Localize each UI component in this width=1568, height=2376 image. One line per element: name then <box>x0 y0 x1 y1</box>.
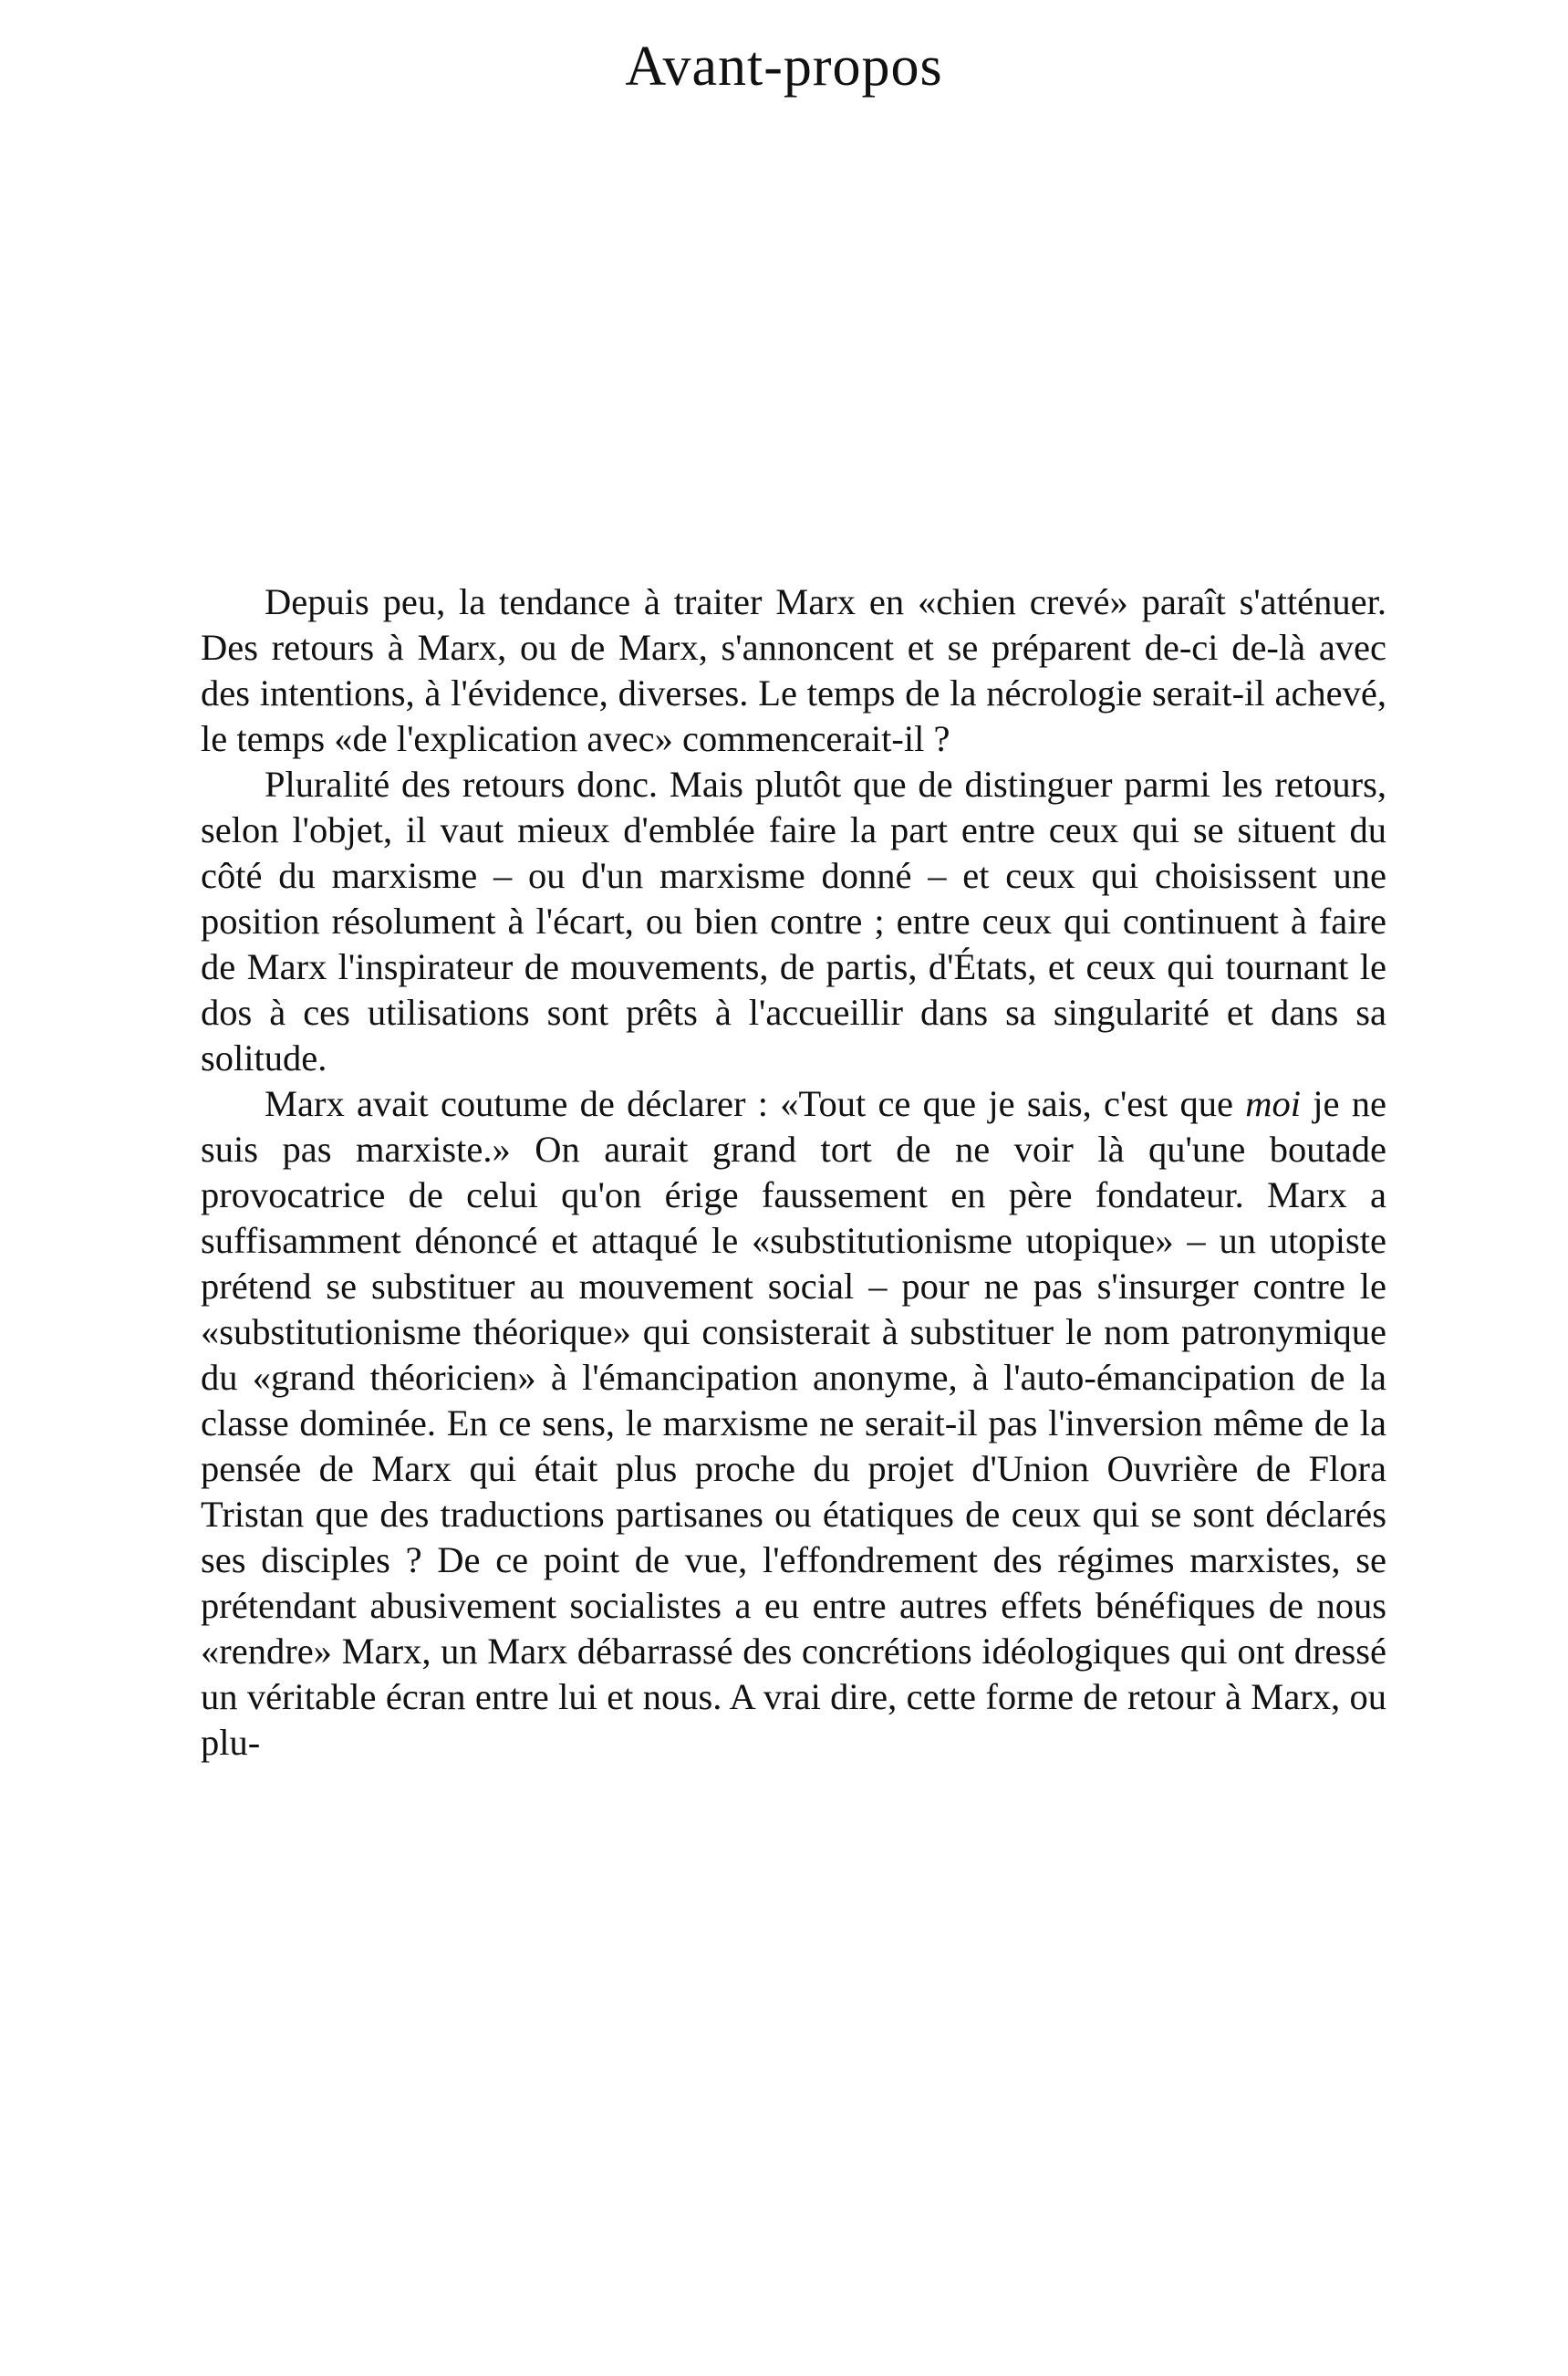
paragraph-1: Depuis peu, la tendance à traiter Marx en «chien crevé» paraît s'atténuer. Des retours à Marx, ou de Marx, s'annoncent et se préparent de-ci de-là avec des intentions, à l'évidence, diverses. Le temps de la nécrologie serait-il achevé, le temps «de l'explication avec» commencerait-il ? <box>201 581 1386 759</box>
paragraph-3-start: Marx avait coutume de déclarer : «Tout ce que je sais, c'est que <box>265 1083 1246 1124</box>
body-text <box>201 579 1386 1766</box>
paragraph-2: Pluralité des retours donc. Mais plutôt que de distinguer parmi les retours, selon l'objet, il vaut mieux d'emblée faire la part entre ceux qui se situent du côté du marxisme – ou d'un marxisme donné – et ceux qui choisissent une position résolument à l'écart, ou bien contre ; entre ceux qui continuent à faire de Marx l'inspirateur de mouvements, de partis, d'États, et ceux qui tournant le dos à ces utilisations sont prêts à l'accueillir dans sa singularité et dans sa solitude. <box>201 764 1386 1079</box>
page-title: Avant-propos <box>625 36 943 98</box>
emphasis-moi: moi <box>1245 1083 1302 1124</box>
paragraph-3-rest: je ne suis pas marxiste.» On aurait grand tort de ne voir là qu'une boutade provocatrice de celui qu'on érige faussement en père fondateur. Marx a suffisamment dénoncé et attaqué le «substitutionisme utopique» – un utopiste prétend se substituer au mouvement social – pour ne pas s'insurger contre le «substitutionisme théorique» qui consisterait à substituer le nom patronymique du «grand théoricien» à l'émancipation anonyme, à l'auto-émancipation de la classe dominée. En ce sens, le marxisme ne serait-il pas l'inversion même de la pensée de Marx qui était plus proche du projet d'Union Ouvrière de Flora Tristan que des traductions partisanes ou étatiques de ceux qui se sont déclarés ses disciples ? De ce point de vue, l'effondrement des régimes marxistes, se prétendant abusivement socialistes a eu entre autres effets bénéfiques de nous «rendre» Marx, un Marx débarrassé des concrétions idéologiques qui ont dressé un véritable écran entre lui et nous. A vrai dire, cette forme de retour à Marx, ou plu- <box>201 1083 1386 1763</box>
paragraph-3 <box>201 1081 1386 1766</box>
